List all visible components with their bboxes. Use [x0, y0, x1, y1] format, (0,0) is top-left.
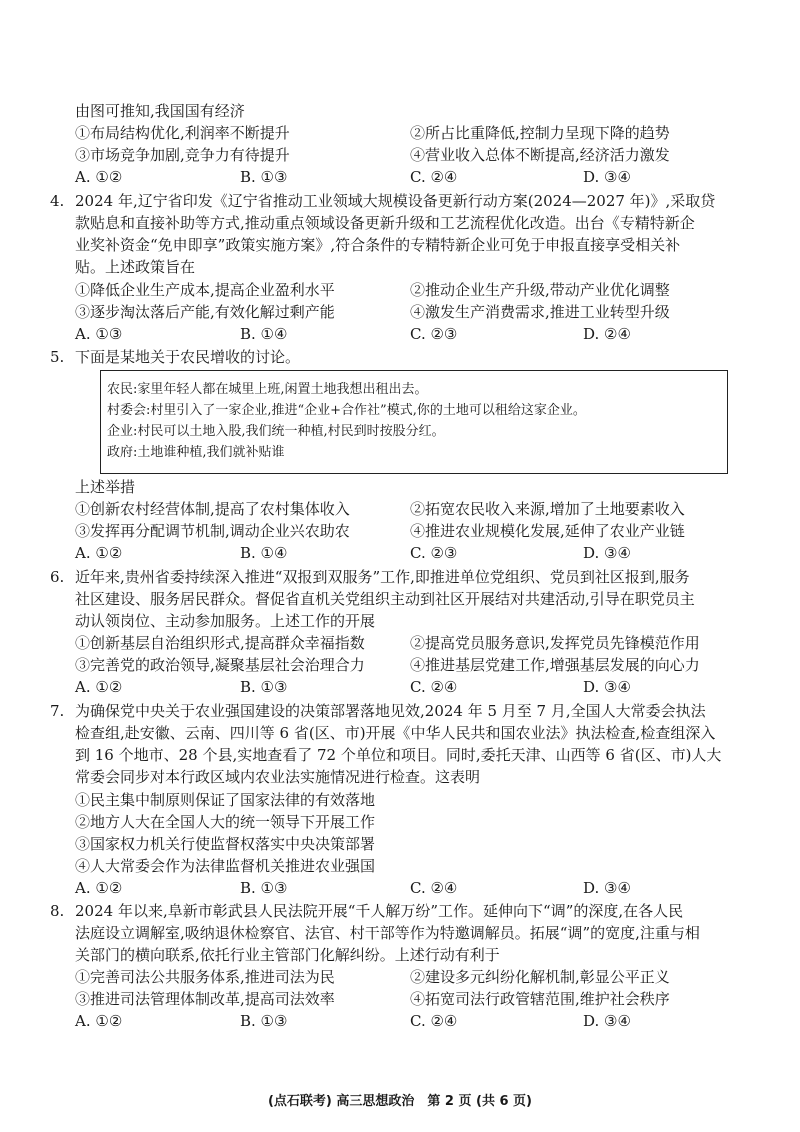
q3-option-1: ①布局结构优化,利润率不断提升	[75, 124, 290, 142]
q6-option-2: ②提高党员服务意识,发挥党员先锋模范作用	[410, 634, 700, 652]
q7-choice-b: B. ①③	[240, 879, 288, 897]
q6-option-1: ①创新基层自治组织形式,提高群众幸福指数	[75, 634, 365, 652]
q5-number: 5.	[50, 348, 65, 366]
q8-choice-a: A. ①②	[75, 1012, 123, 1030]
q7-stem-line-1: 为确保党中央关于农业强国建设的决策部署落地见效,2024 年 5 月至 7 月,全国人大常委会执法	[75, 702, 706, 720]
q8-stem-line-2: 法庭设立调解室,吸纳退休检察官、法官、村干部等作为特邀调解员。拓展“调”的宽度,注重与相	[75, 924, 700, 942]
q8-stem-line-1: 2024 年以来,阜新市彰武县人民法院开展“千人解万纷”工作。延伸向下“调”的深度,在各人民	[75, 902, 684, 920]
q5-choice-d: D. ③④	[583, 544, 631, 562]
q6-option-4: ④推进基层党建工作,增强基层发展的向心力	[410, 656, 700, 674]
q7-choice-c: C. ②④	[410, 879, 458, 897]
page-footer: (点石联考) 高三思想政治 第 2 页 (共 6 页)	[267, 1094, 532, 1109]
q5-stem: 下面是某地关于农民增收的讨论。	[75, 348, 301, 366]
q3-option-3: ③市场竞争加剧,竞争力有待提升	[75, 146, 290, 164]
q4-option-1: ①降低企业生产成本,提高企业盈利水平	[75, 281, 335, 299]
q6-choice-b: B. ①③	[240, 678, 288, 696]
q8-option-4: ④拓宽司法行政管辖范围,维护社会秩序	[410, 990, 670, 1008]
q6-choice-d: D. ③④	[583, 678, 631, 696]
q4-stem-line-4: 贴。上述政策旨在	[75, 258, 196, 276]
q6-number: 6.	[50, 568, 65, 586]
q7-choice-a: A. ①②	[75, 879, 123, 897]
q4-choice-d: D. ②④	[583, 325, 631, 343]
q6-choice-a: A. ①②	[75, 678, 123, 696]
q5-box-line-1: 农民:家里年轻人都在城里上班,闲置土地我想出租出去。	[107, 382, 428, 397]
q3-stem: 由图可推知,我国国有经济	[75, 102, 245, 120]
q4-choice-b: B. ①④	[240, 325, 288, 343]
q5-choice-c: C. ②③	[410, 544, 458, 562]
q5-choice-b: B. ①④	[240, 544, 288, 562]
q5-option-2: ②拓宽农民收入来源,增加了土地要素收入	[410, 500, 685, 518]
q8-stem-line-3: 关部门的横向联系,依托行业主管部门化解纠纷。上述行动有利于	[75, 946, 500, 964]
q5-choice-a: A. ①②	[75, 544, 123, 562]
q6-stem-line-3: 动认领岗位、主动参加服务。上述工作的开展	[75, 612, 376, 630]
q8-choice-c: C. ②④	[410, 1012, 458, 1030]
q4-option-2: ②推动企业生产升级,带动产业优化调整	[410, 281, 670, 299]
q6-choice-c: C. ②④	[410, 678, 458, 696]
q8-option-3: ③推进司法管理体制改革,提高司法效率	[75, 990, 335, 1008]
q7-stem-line-4: 常委会同步对本行政区域内农业法实施情况进行检查。这表明	[75, 768, 481, 786]
q7-stem-line-2: 检查组,赴安徽、云南、四川等 6 省(区、市)开展《中华人民共和国农业法》执法检查,检查组深入	[75, 724, 716, 742]
q7-stem-line-3: 到 16 个地市、28 个县,实地查看了 72 个单位和项目。同时,委托天津、山西等 6 省(区、市)人大	[75, 746, 722, 764]
q4-stem-line-2: 款贴息和直接补助等方式,推动重点领域设备更新升级和工艺流程优化改造。出台《专精特新企	[75, 214, 695, 232]
q4-choice-a: A. ①③	[75, 325, 123, 343]
q3-option-2: ②所占比重降低,控制力呈现下降的趋势	[410, 124, 670, 142]
q5-option-1: ①创新农村经营体制,提高了农村集体收入	[75, 500, 350, 518]
q5-option-4: ④推进农业规模化发展,延伸了农业产业链	[410, 522, 685, 540]
q5-discussion-box	[100, 370, 728, 474]
q4-option-4: ④激发生产消费需求,推进工业转型升级	[410, 303, 670, 321]
q7-option-3: ③国家权力机关行使监督权落实中央决策部署	[75, 835, 376, 853]
q5-box-line-3: 企业:村民可以土地入股,我们统一种植,村民到时按股分红。	[107, 424, 445, 439]
q4-stem-line-1: 2024 年,辽宁省印发《辽宁省推动工业领域大规模设备更新行动方案(2024—2027 年)》,采取贷	[75, 192, 716, 210]
q6-option-3: ③完善党的政治领导,凝聚基层社会治理合力	[75, 656, 365, 674]
q4-number: 4.	[50, 192, 65, 210]
q8-number: 8.	[50, 902, 65, 920]
q3-choice-c: C. ②④	[410, 168, 458, 186]
q7-choice-d: D. ③④	[583, 879, 631, 897]
q3-choice-d: D. ③④	[583, 168, 631, 186]
q3-choice-a: A. ①②	[75, 168, 123, 186]
q5-lead: 上述举措	[75, 478, 136, 496]
q5-box-line-4: 政府:土地谁种植,我们就补贴谁	[107, 445, 285, 460]
q5-box-line-2: 村委会:村里引入了一家企业,推进“企业+合作社”模式,你的土地可以租给这家企业。	[107, 403, 586, 418]
q5-option-3: ③发挥再分配调节机制,调动企业兴农助农	[75, 522, 350, 540]
q7-option-1: ①民主集中制原则保证了国家法律的有效落地	[75, 791, 376, 809]
q4-option-3: ③逐步淘汰落后产能,有效化解过剩产能	[75, 303, 335, 321]
q4-stem-line-3: 业奖补资金“免申即享”政策实施方案》,符合条件的专精特新企业可免于申报直接享受相关补	[75, 236, 681, 254]
q8-option-2: ②建设多元纠纷化解机制,彰显公平正义	[410, 968, 670, 986]
q7-number: 7.	[50, 702, 65, 720]
q7-option-4: ④人大常委会作为法律监督机关推进农业强国	[75, 857, 376, 875]
q3-option-4: ④营业收入总体不断提高,经济活力激发	[410, 146, 670, 164]
q7-option-2: ②地方人大在全国人大的统一领导下开展工作	[75, 813, 376, 831]
q8-choice-d: D. ③④	[583, 1012, 631, 1030]
q6-stem-line-2: 社区建设、服务居民群众。督促省直机关党组织主动到社区开展结对共建活动,引导在职党员主	[75, 590, 695, 608]
q4-choice-c: C. ②③	[410, 325, 458, 343]
q3-choice-b: B. ①③	[240, 168, 288, 186]
q6-stem-line-1: 近年来,贵州省委持续深入推进“双报到双服务”工作,即推进单位党组织、党员到社区报到,服务	[75, 568, 690, 586]
q8-option-1: ①完善司法公共服务体系,推进司法为民	[75, 968, 335, 986]
q8-choice-b: B. ①③	[240, 1012, 288, 1030]
